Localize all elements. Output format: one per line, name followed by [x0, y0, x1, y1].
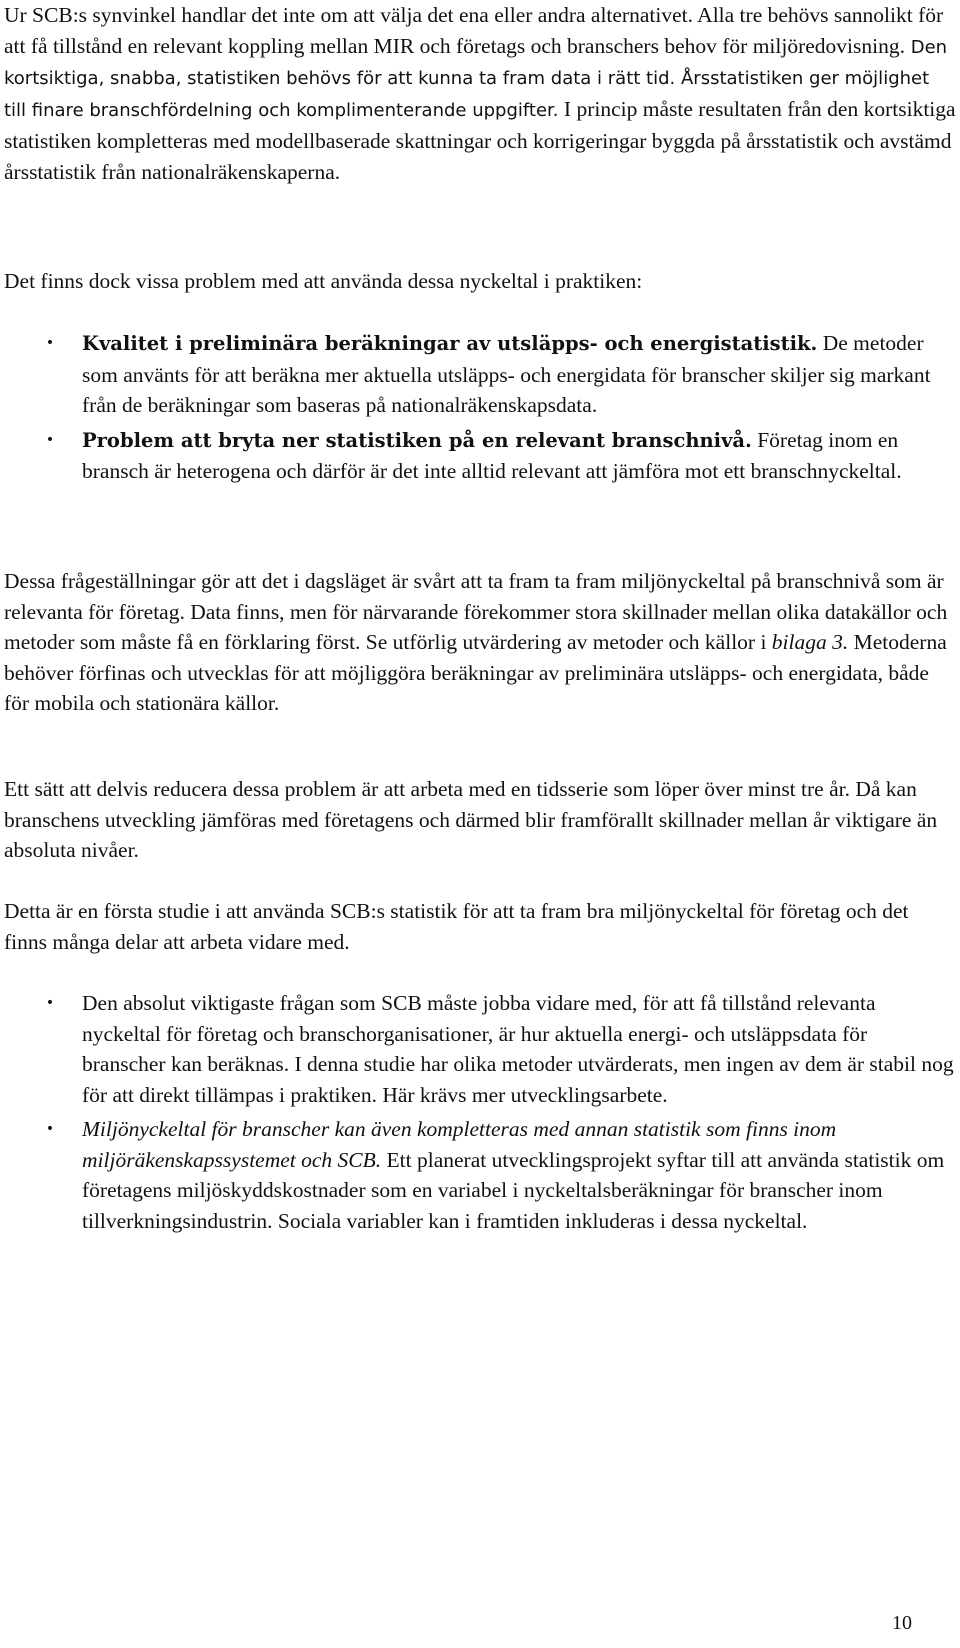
- list-item: [4, 328, 956, 421]
- list-item-text: Företag inom en bransch är heterogena och därför är det inte alltid relevant att jämföra mot ett branschnyckeltal.: [82, 427, 902, 483]
- bullet-icon: •: [45, 431, 55, 448]
- problems-list: [4, 328, 956, 487]
- paragraph-questions-rest: Metoderna behöver förfinas och utvecklas för att möjliggöra beräkningar av preliminära utsläpps- och energidata, både för mobila och stationära källor.: [4, 630, 947, 715]
- intro-paragraph-part2: Den kortsiktiga, snabba, statistiken behövs för att kunna ta fram data i rätt tid. Årsstatistiken ger möjlighet till finare branschfördelning och komplimenterande uppgifter.: [4, 37, 948, 121]
- list-item-text: Ett planerat utvecklingsprojekt syftar till att använda statistik om företagens miljöskyddskostnader som en variabel i nyckeltalsberäkningar för branscher inom tillverkningsindustrin. Sociala variabler kan i framtiden inkluderas i dessa nyckeltal.: [82, 1147, 945, 1233]
- list-item-text: De metoder som använts för att beräkna mer aktuella utsläpps- och energidata för branscher skiljer sig markant från de beräkningar som baseras på nationalräkenskapsdata.: [82, 331, 931, 417]
- problems-intro: Det finns dock vissa problem med att använda dessa nyckeltal i praktiken:: [4, 269, 643, 293]
- appendix-reference: bilaga 3.: [771, 630, 849, 654]
- paragraph-study: Detta är en första studie i att använda SCB:s statistik för att ta fram bra miljönyckeltal för företag och det finns många delar att arbeta vidare med.: [4, 899, 909, 954]
- intro-paragraph: [4, 0, 956, 188]
- bullet-icon: •: [45, 335, 55, 351]
- list-item: [4, 425, 956, 487]
- list-item-heading: Kvalitet i preliminära beräkningar av utsläpps- och energistatistik.: [82, 332, 818, 355]
- intro-paragraph-part1: Ur SCB:s synvinkel handlar det inte om att välja det ena eller andra alternativet. Alla tre behövs sannolikt för att få tillstånd en relevant koppling mellan MIR och företags och branschers behov för miljöredovisning.: [4, 3, 944, 58]
- bullet-icon: •: [45, 1121, 55, 1137]
- paragraph-timeseries: Ett sätt att delvis reducera dessa problem är att arbeta med en tidsserie som löper över minst tre år. Då kan branschens utveckling jämföras med företagens och därmed blir framförallt skillnader mellan år viktigare än absoluta nivåer.: [4, 777, 938, 862]
- bullet-icon: •: [45, 995, 55, 1011]
- list-item-heading: Problem att bryta ner statistiken på en relevant branschnivå.: [82, 428, 752, 452]
- conclusions-list: [4, 988, 956, 1236]
- list-item: [4, 1114, 956, 1236]
- list-item: [4, 988, 956, 1110]
- page-number: 10: [892, 1612, 912, 1634]
- list-item-italic: Miljönyckeltal för branscher kan även kompletteras med annan statistik som finns inom miljöräkenskapssystemet och SCB.: [82, 1117, 837, 1172]
- list-item-text: Den absolut viktigaste frågan som SCB måste jobba vidare med, för att få tillstånd relevanta nyckeltal för företag och branschorganisationer, är hur aktuella energi- och utsläppsdata för branscher kan beräknas. I denna studie har olika metoder utvärderats, men ingen av dem är stabil nog för att direkt tillämpas i praktiken. Här krävs mer utvecklingsarbete.: [82, 991, 954, 1107]
- intro-paragraph-part3: I princip måste resultaten från den kortsiktiga statistiken kompletteras med modellbaserade skattningar och korrigeringar byggda på årsstatistik och avstämd årsstatistik från nationalräkenskaperna.: [4, 97, 956, 184]
- paragraph-questions: [4, 566, 956, 719]
- paragraph-questions-text: Dessa frågeställningar gör att det i dagsläget är svårt att ta fram ta fram miljönyckeltal på branschnivå som är relevanta för företag. Data finns, men för närvarande förekommer stora skillnader mellan olika datakällor och metoder som måste få en förklaring först. Se utförlig utvärdering av metoder och källor i: [4, 569, 948, 654]
